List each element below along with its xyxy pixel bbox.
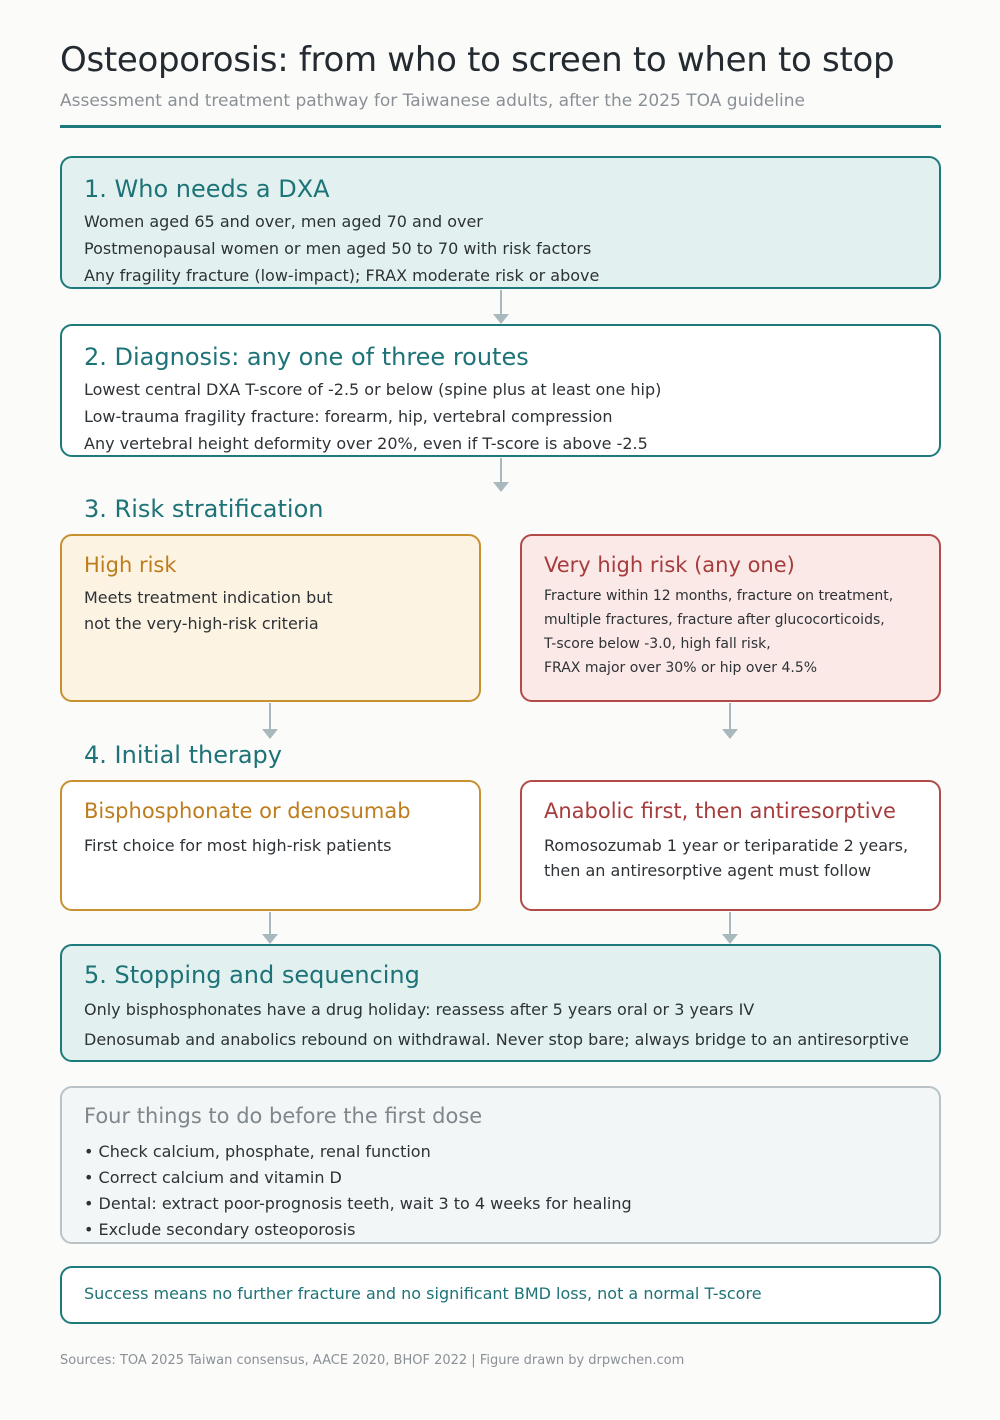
checklist-item: • Exclude secondary osteoporosis [84, 1220, 356, 1239]
down-arrow-icon [722, 703, 738, 739]
step5-box [60, 944, 941, 1062]
checklist-item: • Dental: extract poor-prognosis teeth, wait 3 to 4 weeks for healing [84, 1194, 632, 1213]
checklist-item: • Check calcium, phosphate, renal function [84, 1142, 431, 1161]
success-text: Success means no further fracture and no significant BMD loss, not a normal T-score [84, 1284, 762, 1303]
step2-line: Low-trauma fragility fracture: forearm, hip, vertebral compression [84, 407, 613, 426]
very-high-risk-line: Fracture within 12 months, fracture on treatment, [544, 588, 894, 604]
step4-title: 4. Initial therapy [84, 741, 282, 769]
step5-title: 5. Stopping and sequencing [84, 961, 420, 989]
step1-line: Any fragility fracture (low-impact); FRAX moderate risk or above [84, 266, 600, 285]
sources-footer: Sources: TOA 2025 Taiwan consensus, AACE 2020, BHOF 2022 | Figure drawn by drpwchen.com [60, 1353, 685, 1368]
step2-title: 2. Diagnosis: any one of three routes [84, 343, 529, 371]
bisphosphonate-line: First choice for most high-risk patients [84, 836, 392, 855]
bisphosphonate-box [60, 780, 481, 911]
very-high-risk-line: multiple fractures, fracture after glucocorticoids, [544, 612, 885, 628]
page-subtitle: Assessment and treatment pathway for Taiwanese adults, after the 2025 TOA guideline [60, 91, 805, 111]
step1-title: 1. Who needs a DXA [84, 175, 330, 203]
step2-line: Lowest central DXA T-score of -2.5 or below (spine plus at least one hip) [84, 380, 662, 399]
page-title: Osteoporosis: from who to screen to when to stop [60, 40, 895, 80]
anabolic-title: Anabolic first, then antiresorptive [544, 799, 896, 823]
checklist-title: Four things to do before the first dose [84, 1104, 483, 1128]
very-high-risk-line: T-score below -3.0, high fall risk, [544, 636, 771, 652]
step1-box [60, 156, 941, 289]
high-risk-title: High risk [84, 553, 177, 577]
very-high-risk-line: FRAX major over 30% or hip over 4.5% [544, 660, 818, 676]
step3-title: 3. Risk stratification [84, 495, 324, 523]
high-risk-line: Meets treatment indication but [84, 588, 333, 607]
anabolic-line: Romosozumab 1 year or teriparatide 2 years, [544, 836, 909, 855]
header-divider [60, 125, 941, 128]
step2-line: Any vertebral height deformity over 20%, even if T-score is above -2.5 [84, 434, 648, 453]
down-arrow-icon [262, 703, 278, 739]
step5-line: Denosumab and anabolics rebound on withdrawal. Never stop bare; always bridge to an antiresorptive [84, 1030, 909, 1049]
high-risk-box [60, 534, 481, 702]
down-arrow-icon [493, 290, 509, 324]
step1-line: Postmenopausal women or men aged 50 to 70 with risk factors [84, 239, 592, 258]
step2-box [60, 324, 941, 457]
anabolic-line: then an antiresorptive agent must follow [544, 861, 872, 880]
step1-line: Women aged 65 and over, men aged 70 and over [84, 212, 483, 231]
step5-line: Only bisphosphonates have a drug holiday: reassess after 5 years oral or 3 years IV [84, 1000, 755, 1019]
checklist-box [60, 1086, 941, 1244]
very-high-risk-title: Very high risk (any one) [544, 553, 795, 577]
high-risk-line: not the very-high-risk criteria [84, 614, 319, 633]
down-arrow-icon [722, 912, 738, 944]
bisphosphonate-title: Bisphosphonate or denosumab [84, 799, 411, 823]
very-high-risk-box [520, 534, 941, 702]
success-box [60, 1266, 941, 1324]
down-arrow-icon [262, 912, 278, 944]
down-arrow-icon [493, 458, 509, 492]
anabolic-box [520, 780, 941, 911]
checklist-item: • Correct calcium and vitamin D [84, 1168, 342, 1187]
